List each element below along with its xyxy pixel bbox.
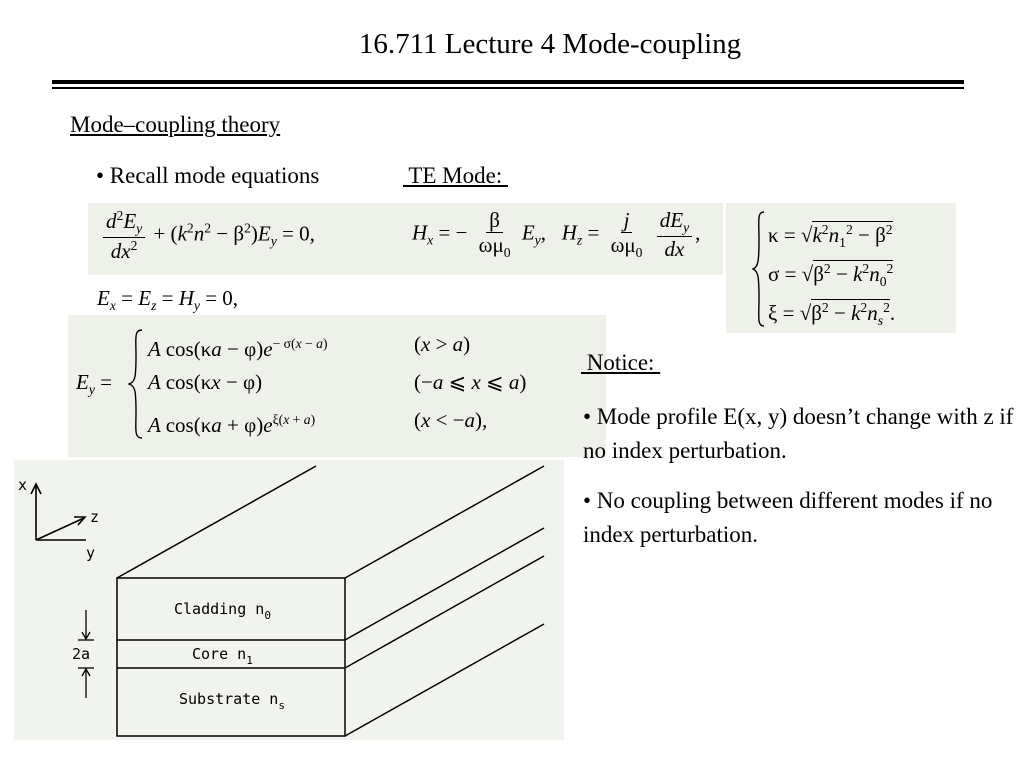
decay-constants: $\kappa = √k^2n_1^2 - \beta^2$ $\sigma = √\beta^2 - k^2n_0^2$ $\xi = √\beta^2 - k^2n_s^2$. [752, 210, 952, 327]
notice-heading: Notice: [581, 350, 661, 375]
te-mode-label: TE Mode: [403, 163, 508, 188]
z-axis-label: z [90, 508, 100, 526]
page-title: 16.711 Lecture 4 Mode-coupling [358, 28, 742, 60]
y-axis-label: y [86, 544, 96, 562]
core-label: Core $n_1$ [192, 645, 253, 667]
x-axis-label: x [18, 476, 28, 494]
left-brace-icon [128, 328, 144, 440]
section-heading: Mode–coupling theory [70, 112, 281, 137]
coordinate-axes [31, 484, 86, 540]
left-brace-icon [752, 210, 766, 328]
wave-equation: $\frac{d^2E_y}{dx^2}$ + $(k^2n^2 - \beta^2)E_y = 0$, [100, 208, 315, 263]
title-divider-thin [52, 87, 964, 89]
substrate-label: Substrate $n_s$ [179, 690, 285, 712]
recall-bullet: • Recall mode equations [96, 163, 320, 188]
magnetic-field-equations: $H_x$ = − $\frac{\beta}{\omega\mu_0}$ $E_y$, $H_z$ = $\frac{j}{\omega\mu_0}$ $\frac{dE_y}{dx}$ , [412, 208, 701, 261]
cladding-label: Cladding $n_0$ [174, 600, 271, 622]
notice-item: • Mode profile E(x, y) doesn’t change with z if no index perturbation. [583, 404, 1014, 463]
title-divider-thick [52, 80, 964, 84]
thickness-label: 2a [72, 645, 91, 663]
notice-item: • No coupling between different modes if no index perturbation. [583, 488, 993, 547]
waveguide-figure [14, 460, 564, 740]
zero-field-components: $E_x = E_z = H_y = 0$, [97, 286, 239, 314]
